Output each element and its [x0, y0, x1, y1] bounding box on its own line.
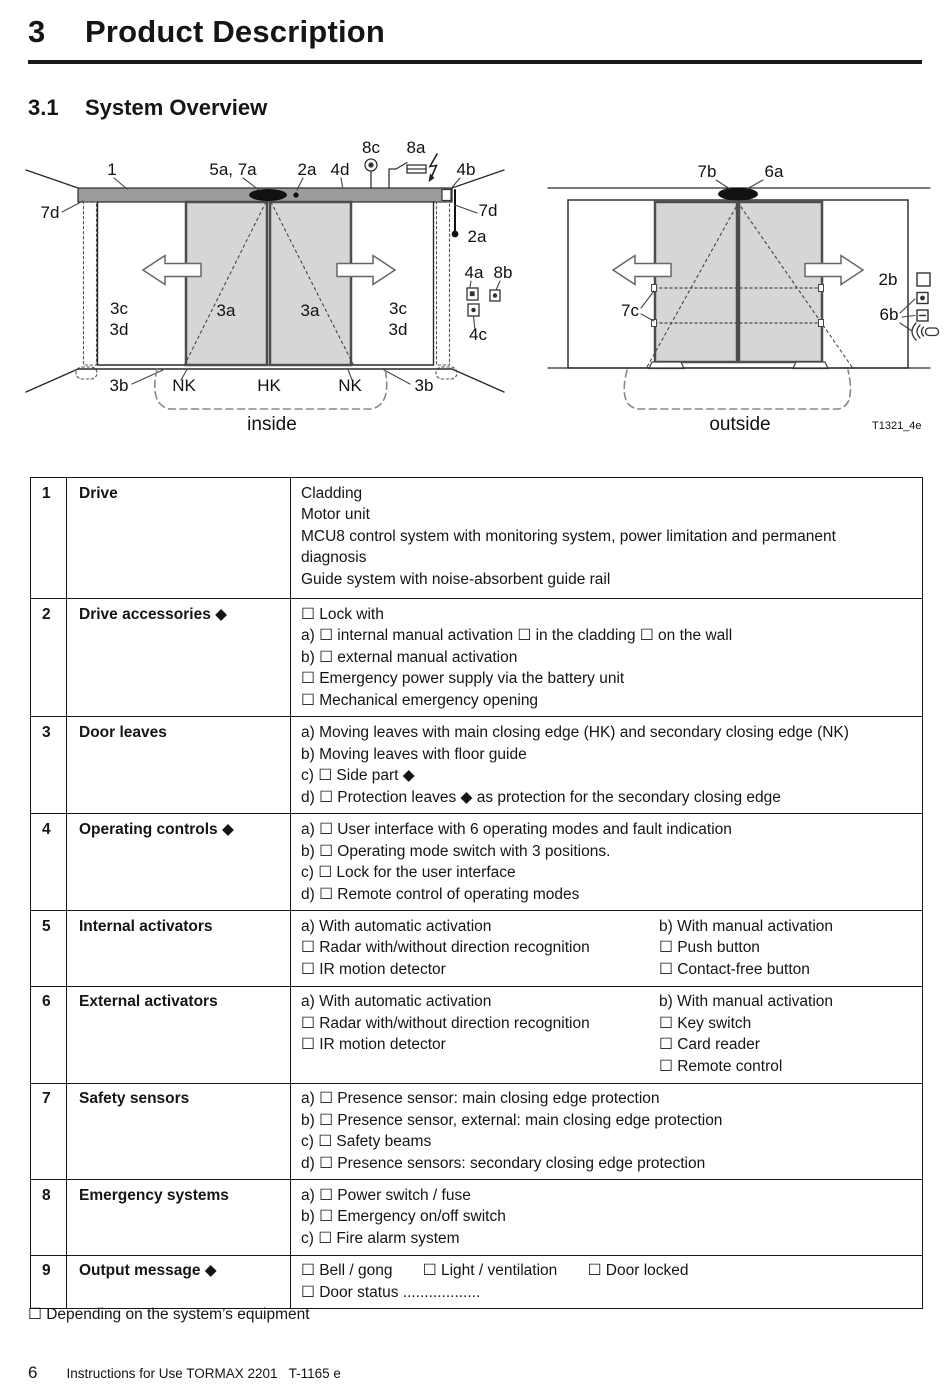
table-row-drive — [31, 478, 922, 598]
label-1: 1 — [107, 160, 117, 179]
figure-id: T1321_4e — [872, 420, 922, 432]
zone-label-outside: outside — [709, 414, 771, 435]
row-number: 3 — [31, 717, 67, 813]
content-col-a — [301, 916, 659, 981]
content-line: MCU8 control system with monitoring system, power limitation and permanent — [301, 527, 836, 545]
row-number: 6 — [31, 987, 67, 1083]
row-number: 9 — [31, 1256, 67, 1309]
radar-sensor-icon — [718, 188, 758, 201]
content-col-a — [301, 991, 659, 1077]
row-content — [291, 1084, 922, 1180]
content-line: ☐ IR motion detector — [301, 1036, 446, 1054]
subsection-name: System Overview — [85, 95, 268, 120]
row-name: Drive accessories ◆ — [67, 599, 291, 716]
table-row-output-message — [31, 1255, 922, 1309]
label-3d-right: 3d — [388, 320, 408, 339]
right-dashed-leaf — [436, 202, 457, 379]
content-line: a) ☐ Presence sensor: main closing edge protection — [301, 1090, 660, 1107]
content-col-b — [659, 916, 914, 981]
moving-leaf-left — [655, 202, 737, 362]
content-line: b) ☐ Emergency on/off switch — [301, 1208, 506, 1226]
label-hk: HK — [257, 376, 281, 395]
table-row-internal-activators — [31, 910, 922, 985]
row-name: Drive — [67, 478, 291, 598]
content-line: b) With manual activation — [659, 993, 834, 1011]
row-name: Emergency systems — [67, 1180, 291, 1254]
table-row-operating-controls — [31, 813, 922, 910]
label-nk-right: NK — [338, 376, 362, 395]
subsection-title — [28, 95, 267, 121]
table-row-door-leaves — [31, 716, 922, 813]
user-interface-icon — [442, 190, 451, 201]
content-line: b) With manual activation — [659, 917, 834, 935]
content-line: ☐ Key switch — [659, 1014, 752, 1032]
content-line: c) ☐ Side part ◆ — [301, 767, 415, 785]
output-item: ☐ Bell / gong — [301, 1262, 393, 1280]
page-title — [28, 14, 385, 50]
content-line — [301, 1260, 914, 1282]
activator-icons — [917, 273, 930, 321]
content-line: b) ☐ Presence sensor, external: main closing edge protection — [301, 1111, 723, 1129]
row-content — [291, 987, 922, 1083]
remote-control-icon — [912, 323, 939, 340]
content-line: Guide system with noise-absorbent guide rail — [301, 570, 611, 588]
content-line: d) ☐ Presence sensors: secondary closing edge protection — [301, 1154, 706, 1172]
row-content — [291, 1180, 922, 1254]
page-footer — [28, 1363, 341, 1383]
content-line: ☐ Emergency power supply via the battery unit — [301, 670, 625, 688]
content-line: d) ☐ Protection leaves ◆ as protection for the secondary closing edge — [301, 788, 781, 806]
lock-wire-dot — [452, 231, 459, 238]
content-line: ☐ IR motion detector — [301, 961, 446, 979]
moving-leaf-right — [270, 202, 351, 365]
section-number: 3 — [28, 14, 46, 49]
label-3c-left: 3c — [110, 299, 128, 318]
label-8a: 8a — [406, 138, 426, 157]
content-line: a) With automatic activation — [301, 917, 492, 935]
content-line: ☐ Push button — [659, 939, 760, 957]
subsection-number: 3.1 — [28, 95, 59, 120]
row-number: 4 — [31, 814, 67, 910]
label-4d: 4d — [330, 160, 350, 179]
label-7d-left: 7d — [40, 203, 60, 222]
row-content — [291, 814, 922, 910]
zone-label-inside: inside — [247, 414, 297, 435]
label-7c: 7c — [621, 301, 639, 320]
content-line: Motor unit — [301, 506, 370, 524]
content-line: b) ☐ external manual activation — [301, 648, 518, 666]
content-line: c) ☐ Safety beams — [301, 1133, 432, 1151]
footer-text: Instructions for Use TORMAX 2201 T-1165 e — [66, 1366, 341, 1381]
footnote: ☐ Depending on the system’s equipment — [28, 1306, 310, 1323]
content-line: ☐ Card reader — [659, 1036, 760, 1054]
label-3b-left: 3b — [109, 376, 129, 395]
label-4c: 4c — [469, 325, 487, 344]
content-line: c) ☐ Lock for the user interface — [301, 864, 516, 882]
row-name: Internal activators — [67, 911, 291, 985]
system-overview-figure — [0, 128, 950, 438]
title-rule — [28, 60, 922, 64]
label-2a-top: 2a — [297, 160, 317, 179]
label-3d-left: 3d — [109, 320, 129, 339]
row-name: Operating controls ◆ — [67, 814, 291, 910]
content-line: ☐ Door status .................. — [301, 1283, 481, 1301]
table-row-safety-sensors — [31, 1083, 922, 1180]
row-name: Safety sensors — [67, 1084, 291, 1180]
wall-switch-icons — [467, 288, 500, 316]
content-line: diagnosis — [301, 549, 367, 567]
content-line: ☐ Remote control — [659, 1057, 783, 1075]
content-line: d) ☐ Remote control of operating modes — [301, 885, 580, 903]
content-line: a) Moving leaves with main closing edge (HK) and secondary closing edge (NK) — [301, 723, 849, 741]
left-dashed-leaf — [76, 202, 97, 379]
row-number: 1 — [31, 478, 67, 598]
label-3c-right: 3c — [389, 299, 407, 318]
content-line: ☐ Radar with/without direction recognition — [301, 1014, 590, 1032]
row-name: Output message ◆ — [67, 1256, 291, 1309]
section-title: Product Description — [85, 14, 386, 49]
row-number: 8 — [31, 1180, 67, 1254]
label-7d-right: 7d — [478, 201, 498, 220]
component-table — [30, 477, 923, 1309]
outside-zone-outline — [624, 370, 850, 409]
content-line: a) ☐ internal manual activation ☐ in the cladding ☐ on the wall — [301, 627, 733, 645]
label-3a-right: 3a — [300, 301, 320, 320]
label-3a-left: 3a — [216, 301, 236, 320]
content-line: c) ☐ Fire alarm system — [301, 1230, 460, 1248]
content-line: a) ☐ User interface with 6 operating modes and fault indication — [301, 820, 732, 838]
label-4b: 4b — [456, 160, 476, 179]
label-8c: 8c — [362, 138, 380, 157]
content-line: b) Moving leaves with floor guide — [301, 745, 527, 763]
moving-leaf-right — [739, 202, 822, 362]
label-2a-right: 2a — [467, 227, 487, 246]
power-switch-fuse-icon — [389, 163, 426, 189]
moving-leaf-left — [186, 202, 267, 365]
row-name: Door leaves — [67, 717, 291, 813]
label-6a: 6a — [764, 162, 784, 181]
page-number: 6 — [28, 1363, 38, 1382]
content-col-b — [659, 991, 914, 1077]
row-number: 2 — [31, 599, 67, 716]
label-3b-right: 3b — [414, 376, 434, 395]
content-line: Cladding — [301, 484, 363, 502]
label-4a: 4a — [464, 263, 484, 282]
label-8b: 8b — [493, 263, 513, 282]
content-line: b) ☐ Operating mode switch with 3 positions. — [301, 842, 611, 860]
row-content — [291, 1256, 922, 1309]
output-item: ☐ Door locked — [587, 1262, 689, 1280]
row-content — [291, 717, 922, 813]
content-line: ☐ Radar with/without direction recognition — [301, 939, 590, 957]
row-number: 7 — [31, 1084, 67, 1180]
label-nk-left: NK — [172, 376, 196, 395]
content-line: ☐ Mechanical emergency opening — [301, 691, 539, 709]
label-2b: 2b — [878, 270, 898, 289]
content-line: ☐ Contact-free button — [659, 961, 810, 979]
table-row-emergency-systems — [31, 1179, 922, 1254]
row-content — [291, 911, 922, 985]
content-line: ☐ Lock with — [301, 605, 384, 623]
content-line: a) With automatic activation — [301, 993, 492, 1011]
radar-sensor-icon — [249, 189, 287, 201]
table-row-drive-accessories — [31, 598, 922, 716]
diagram-inside-view — [26, 138, 512, 435]
diagram-outside-view — [548, 162, 939, 435]
row-content — [291, 599, 922, 716]
table-row-external-activators — [31, 986, 922, 1083]
lightning-icon — [429, 154, 438, 182]
row-number: 5 — [31, 911, 67, 985]
label-5a-7a: 5a, 7a — [209, 160, 257, 179]
bell-icon — [365, 159, 377, 188]
output-item: ☐ Light / ventilation — [422, 1262, 558, 1280]
label-7b: 7b — [697, 162, 717, 181]
label-6b: 6b — [879, 305, 899, 324]
lock-dot-icon — [293, 192, 298, 197]
content-line: a) ☐ Power switch / fuse — [301, 1186, 471, 1204]
row-content — [291, 478, 922, 598]
row-name: External activators — [67, 987, 291, 1083]
